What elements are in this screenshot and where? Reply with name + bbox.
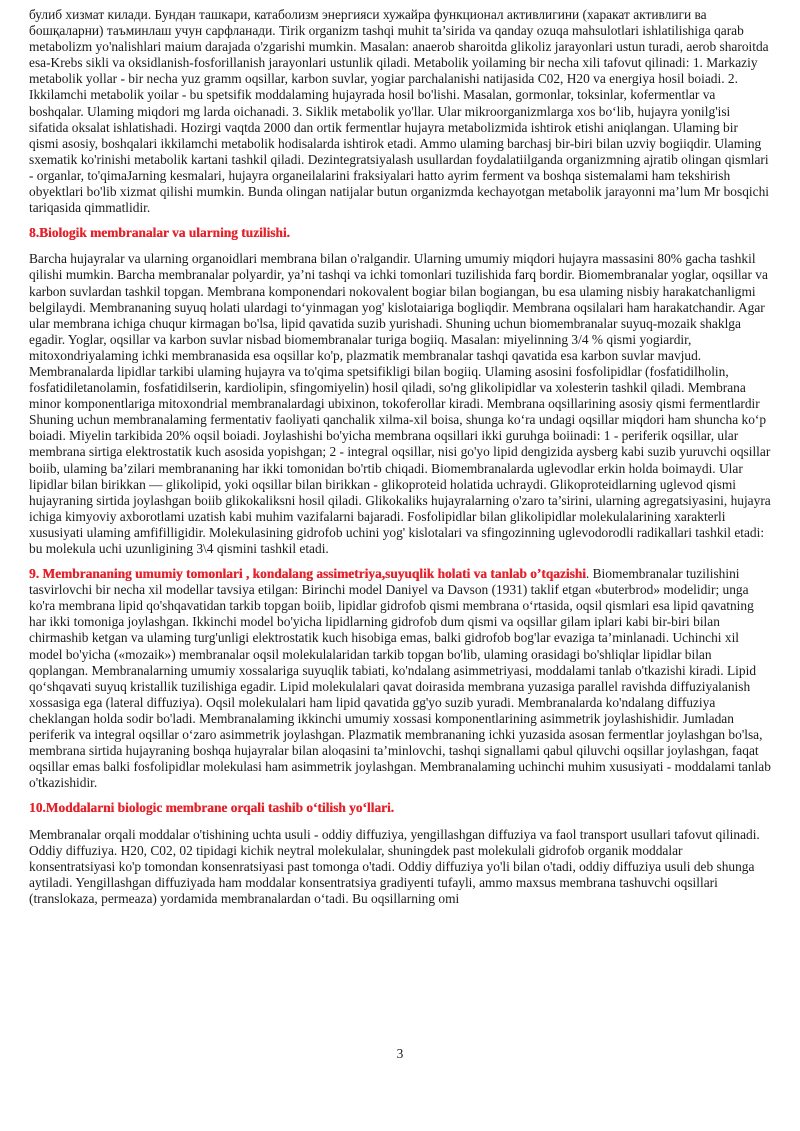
- section-9-body: . Biomembranalar tuzilishini tasvirlovchi bir necha xil modellar tavsiya etilgan: Birinchi model Daniyel va Davson (1931) taklif etgan «buterbrod» modelidir; unga ko'ra membrana lipid qo'shqavatidan tarkib topgan boiib, lipidlar gidrofob qismi membrana o‘rtasida, oqsil qismlari esa lipid qavatning har ikki tomoniga joylashgan. Ikkinchi model bo'yicha lipidlarning gidrofob dum qismi va oqsillar gilam iplari kabi bir-biri bilan chirmashib ketgan va ulaming turg'unligi elektrostatik kuch hisobiga emas, balki gidrofob bog'lar evaziga ta’minlanadi. Uchinchi xil model bo'yicha («mozaik») membranalar oqsil molekulalaridan tarkib topgan bo'lib, ulaming orasidagi bo'shliqlar lipidlar bilan qoplangan. Membranalarning umumiy xossalariga suyuqlik tabiati, ko'ndalang asimmetriyasi, moddalami tanlab o'tkazishi kiradi. Lipid qo‘shqavati suyuq kristallik tuzilishiga egadir. Lipid molekulalari qavat doirasida membrana yuzasiga parallel ravishda diffuziyalanish xossasiga ega (lateral diffuziya). Oqsil molekulalari ham lipid qavatida gg'yo suzib yuradi. Membranalarda ko'ndalang diffuziya cheklangan holda sodir bo'ladi. Membranalaming ikkinchi umumiy xossasi komponentlarining asimmetrik joylashishidir. Jumladan periferik va integral oqsillar o‘zaro asimmetrik joylashgan. Plazmatik membrananing ichki yuzasida asosan fermentlar joylashgan bo'lsa, membrana sirtida hujayraning boshqa hujayralar bilan aloqasini ta’minlovchi, tashqi signallami qabul qiluvchi oqsillar joylashgan, faqat oqsillar emas balki fosfolipidlar molekulasi ham asimmetrik joylashgan. Membranalaming uchinchi muhim xususiyati - moddalami tanlab o'tkazishidir.: [29, 566, 771, 791]
- section-10-body: Membranalar orqali moddalar o'tishining uchta usuli - oddiy diffuziya, yengillashgan diffuziya va faol transport usullari tafovut qilinadi. Oddiy diffuziya. H20, C02, 02 tipidagi kichik neytral molekulalar, shuningdek past molekulali gidrofob organik moddalar konsentratsiyasi ko'p tomondan konsenratsiyasi past tomonga o'tadi. Oddiy diffuziya yo'li bilan o'tadi, oddiy diffuziya usuli deb shunga aytiladi. Yengillashgan diffuziyada ham moddalar konsentratsiya gradiyenti tufayli, ammo maxsus membrana tashuvchi oqsillari (translokaza, permeaza) yordamida membranalardan o‘tadi. Bu oqsillarning omi: [29, 826, 760, 906]
- section-9-heading: 9. Membrananing umumiy tomonlari , kondalang assimetriya,suyuqlik holati va tanlab o’tqazishi: [29, 566, 586, 582]
- section-9-paragraph: [29, 566, 771, 791]
- section-10-heading: 10.Moddalarni biologic membrane orqali tashib o‘tilish yo‘llari.: [29, 800, 395, 816]
- intro-paragraph: булиб хизмат килади. Бундан ташкари, катаболизм энергияси хужайра функционал активлигини (харакат активлиги ва бошқаларни) таъминлаш учун сарфланади. Tirik organizm tashqi muhit ta’sirida va qanday ozuqa mahsulotlari ishlatilishiga qarab metabolizm yo'nalishlari maium darajada o'zgarishi mumkin. Masalan: anaerob sharoitda glikoliz jarayonlari ustun turadi, aerob sharoitda esa-Krebs sikli va oksidlanish-fosforillanish jarayonlari ustunlik qiladi. Metabolik yoilaming bir necha xili tafovut qilinadi: 1. Markaziy metabolik yollar - bir necha yuz gramm oqsillar, karbon suvlar, yogiar parchalanishi natijasida C02, H20 va energiya hosil boiadi. 2. Ikkilamchi metabolik yoilar - bu spetsifik moddalaming hujayrada hosil bo'lishi. Masalan, gormonlar, toksinlar, kofermentlar va boshqalar. Ulaming miqdori mg larda oichanadi. 3. Siklik metabolik yo'llar. Ular mikroorganizmlarga xos bo‘lib, hujayra yonilg'isi sifatida oksalat ishlatishadi. Hozirgi vaqtda 2000 dan ortik fermentlar hujayra metabolizmida ishtirok etishi aniqlangan. Ulaming bir qismi asosiy, boshqalari ikkilamchi metabolik hodisalarda ishtirok etadi. Ammo ulaming barchasj bir-biri bilan uzviy bogiiqdir. Ulaming sxematik ko'rinishi metabolik kartani tashkil qiladi. Dezintegratsiyalash usullardan foydalatiilganda organizmning ajratib olingan qismlari - organlar, to'qimaJarning kesmalari, hujayra organeilalarini fraksiyalari hatto ayrim ferment va boshqa sistemalami ham tekshirish obyektlari bo'lib xizmat qilishi mumkin. Bunda olingan natijalar butun organizmda kechayotgan metabolik jarayonni ma’lum Mr bosqichi tariqasida qimmatlidir.: [29, 7, 769, 216]
- section-8-heading: 8.Biologik membranalar va ularning tuzilishi.: [29, 225, 290, 241]
- page-number: 3: [396, 1046, 404, 1061]
- section-8-body: Barcha hujayralar va ularning organoidlari membrana bilan o'ralgandir. Ularning umumiy miqdori hujayra massasini 80% gacha tashkil qilishi mumkin. Barcha membranalar polyardir, ya’ni tashqi va ichki tomonlari tuzilishida farq bordir. Biomembranalar yoglar, oqsillar va karbon suvlardan tashkil topgan. Membrana komponendari nokovalent bogiar bilan bogiangan, bu esa ulaming nisbiy harakatchanligmi belgilaydi. Membrananing suyuq holati ulardagi to‘yinmagan yog' kislotaiariga bogliqdir. Membrana oqsilalari ham harakatchandir. Agar ular membrana ichiga chuqur kirmagan bo'lsa, lipid qavatida suzib yurishadi. Shuning uchun biomembranalar suyuq-mozaik shaklga egadir. Yoglar, oqsillar va karbon suvlar nisbad biomembranalar turiga bogiiq. Masalan: miyelinning 3/4 % qismi yogiardir, mitoxondriyalaming ichki membranasida esa oqsillar ko'p, plazmatik membranalar tashqi qavatida esa karbon suvlar mavjud. Membranalarda lipidlar tarkibi ulaming hujayra va to'qima spetsifikligi bilan bogiiq. Ulaming asosini fosfolipidlar (fosfatidilholin, fosfatidiletanolamin, fosfatidilserin, kardiolipin, sfingomiyelin) hosil qiladi, so'ng glikolipidlar va xolesterin tashkil qiladi. Membrana minor komponentlariga mitoxondrial membranalardagi ubixinon, tokoferollar kiradi. Membrana oqsillarining asosiy qismi fermentlardir Shuning uchun membranalaming fermentativ faoliyati qanchalik xilma-xil boisa, shunga ko‘ra undagi oqsillar miqdori ham shuncha ko‘p boiadi. Miyelin tarkibida 20% oqsil boiadi. Joylashishi bo'yicha membrana oqsillari ikki guruhga boiinadi: 1 - periferik oqsillar, ular membrana sirtiga elektrostatik kuch asosida yopishgan; 2 - integral oqsillar, nisi go'yo lipid dengizida aysberg kabi suzib yuruvchi oqsillar boiib, ulaming ba’zilari membrananing har ikki tomonidan bo'rtib chiqadi. Biomembranalarda uglevodlar erkin holda boimaydi. Ular lipidlar bilan birikkan — glikolipid, yoki oqsillar bilan birikkan - glikoproteid holatida uchraydi. Glikoproteidlarning uglevod qismi hujayraning sirtida joylashgan boiib glikokaliksni hosil qiladi. Glikokaliks hujayralarning o'zaro ta’sirini, ularning agregatsiyasini, hujayra ichiga kimyoviy axborotlami uzatish kabi muhim vazifalarni bajaradi. Fosfolipidlar bilan glikolipidlar molekulalarining xarakterli xususiyati ulaming amfifilligidir. Molekulasining gidrofob uchini yog' kislotalari va sfingozinning uglevodorodli radikallari tashkil etadi: bu molekula uchi uzunligining 3\4 qismini tashkil etadi.: [29, 251, 771, 556]
